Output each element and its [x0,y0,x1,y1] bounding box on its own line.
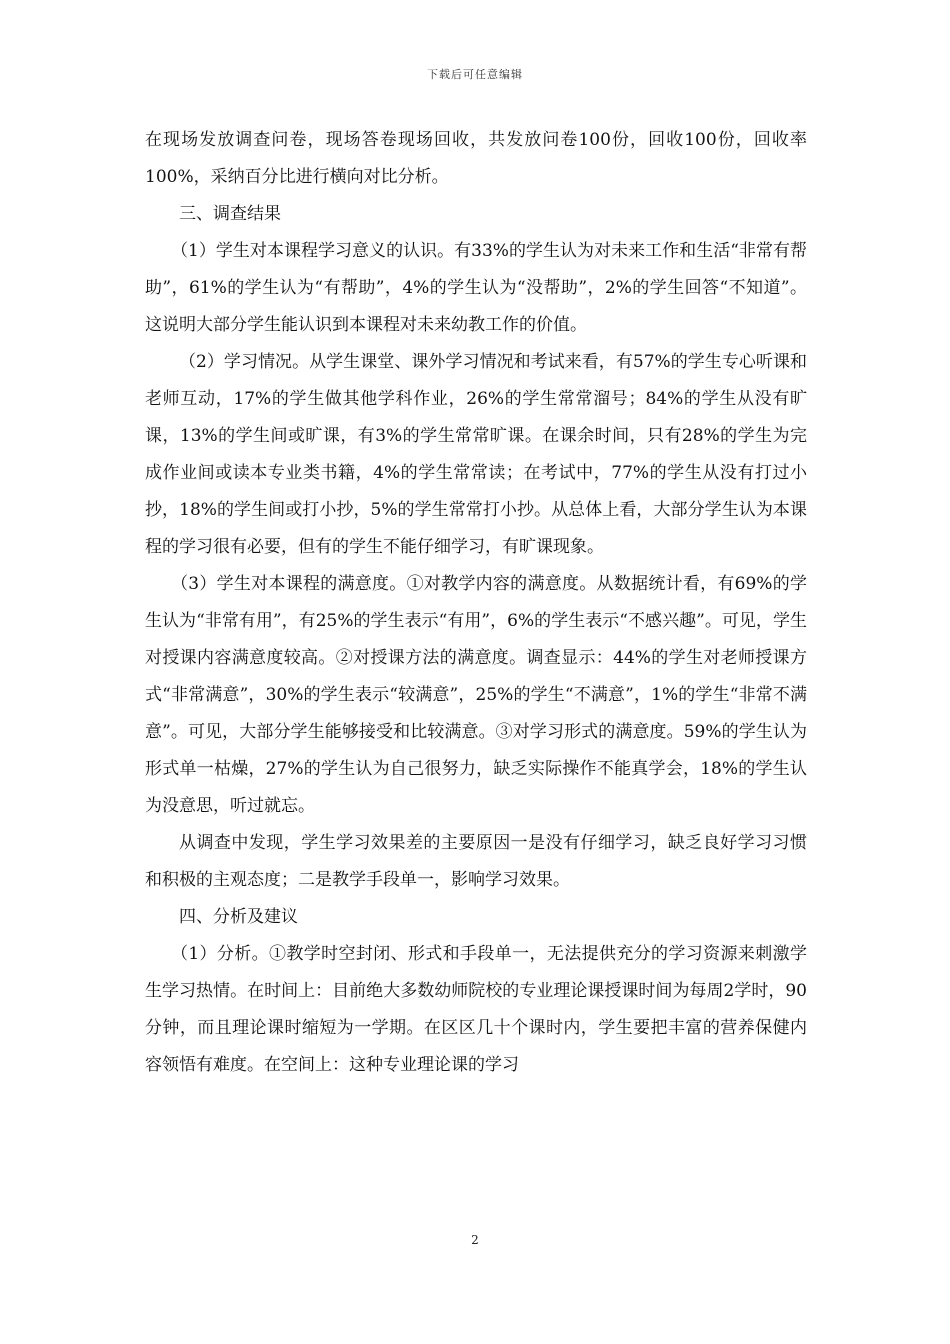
paragraph-learning-situation: （2）学习情况。从学生课堂、课外学习情况和考试来看，有57%的学生专心听课和老师互动，17%的学生做其他学科作业，26%的学生常常溜号；84%的学生从没有旷课，13%的学生间或旷课，有3%的学生常常旷课。在课余时间，只有28%的学生为完成作业间或读本专业类书籍，4%的学生常常读；在考试中，77%的学生从没有打过小抄，18%的学生间或打小抄，5%的学生常常打小抄。从总体上看，大部分学生认为本课程的学习很有必要，但有的学生不能仔细学习，有旷课现象。 [145,352,807,557]
section-heading-analysis: 四、分析及建议 [179,907,298,927]
section-heading-survey-results: 三、调查结果 [179,204,281,224]
paragraph-satisfaction: （3）学生对本课程的满意度。①对教学内容的满意度。从数据统计看，有69%的学生认为“非常有用”，有25%的学生表示“有用”，6%的学生表示“不感兴趣”。可见，学生对授课内容满意度较高。②对授课方法的满意度。调查显示：44%的学生对老师授课方式“非常满意”，30%的学生表示“较满意”，25%的学生“不满意”，1%的学生“非常不满意”。可见，大部分学生能够接受和比较满意。③对学习形式的满意度。59%的学生认为形式单一枯燥，27%的学生认为自己很努力，缺乏实际操作不能真学会，18%的学生认为没意思，听过就忘。 [145,574,807,816]
page-header: 下载后可任意编辑 [427,68,523,81]
paragraph-analysis: （1）分析。①教学时空封闭、形式和手段单一，无法提供充分的学习资源来刺激学生学习热情。在时间上：目前绝大多数幼师院校的专业理论课授课时间为每周2学时，90分钟，而且理论课时缩短为一学期。在区区几十个课时内，学生要把丰富的营养保健内容领悟有难度。在空间上：这种专业理论课的学习 [145,944,807,1075]
page-number: 2 [471,1233,479,1247]
paragraph-findings: 从调查中发现，学生学习效果差的主要原因一是没有仔细学习，缺乏良好学习习惯和积极的主观态度；二是教学手段单一，影响学习效果。 [145,833,807,890]
paragraph-course-significance: （1）学生对本课程学习意义的认识。有33%的学生认为对未来工作和生活“非常有帮助”，61%的学生认为“有帮助”，4%的学生认为“没帮助”，2%的学生回答“不知道”。这说明大部分学生能认识到本课程对未来幼教工作的价值。 [145,241,807,335]
document-body [145,122,807,1084]
paragraph-survey-method: 在现场发放调查问卷，现场答卷现场回收，共发放问卷100份，回收100份，回收率100%，采纳百分比进行横向对比分析。 [145,130,807,187]
